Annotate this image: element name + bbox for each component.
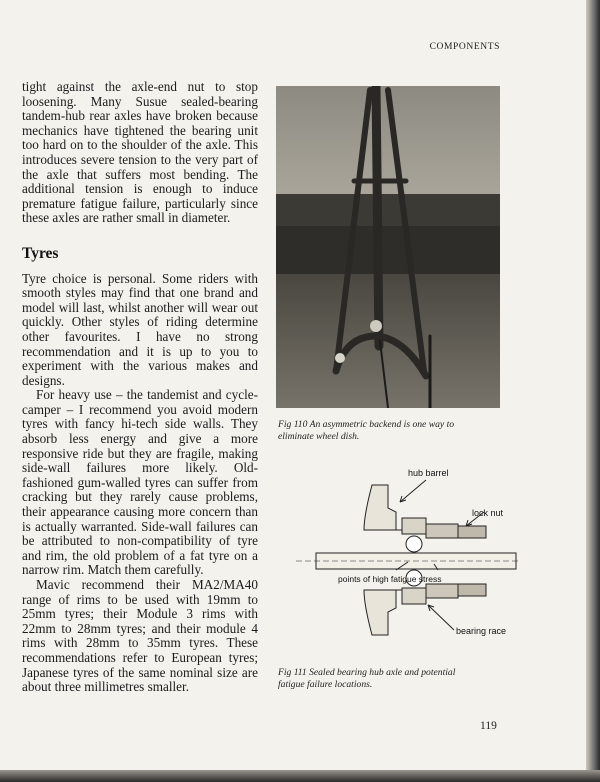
label-bearing-race: bearing race xyxy=(456,626,507,636)
page-bottom-shadow xyxy=(0,770,600,782)
paragraph-axle: tight against the axle-end nut to stop loosening. Many Susue sealed-bearing tandem-hub rear axles have broken because mechanics have tightened the bearing unit too hard on to the shoulder of the axle. This introduces severe tension to the very part of the axle that suffers most bending. The additional tension is enough to induce premature fatigue failure, particularly since these axles are rather small in diameter. xyxy=(22,79,258,226)
paragraph-tyre-choice: Tyre choice is personal. Some riders with smooth styles may find that one brand and model will last, whilst another will wear out quickly. Other styles of riding determine other favourites. I have no strong recommendation and it is up to you to experiment with the various makes and designs. xyxy=(22,270,258,388)
section-heading-tyres: Tyres xyxy=(22,244,59,262)
label-lock-nut: lock nut xyxy=(472,508,504,518)
paragraph-heavy-use: For heavy use – the tandemist and cycle-camper – I recommend you avoid modern tyres with fancy hi-tech side walls. They absorb less energy and give a more responsive ride but they are fragile, making side-wall failures more likely. Old-fashioned gum-walled tyres can suffer from cracking but they rarely cause problems, their appearance causing more concern than is actually warranted. Side-wall failures can be attributed to non-compatibility of tyre and rim, the old problem of a fat tyre on a narrow rim. Match them carefully. xyxy=(22,387,258,578)
running-head: COMPONENTS xyxy=(429,42,500,52)
fig111-caption: Fig 111 Sealed bearing hub axle and potential fatigue failure locations. xyxy=(278,667,456,690)
body-text-column xyxy=(22,80,258,695)
fig110-photo xyxy=(276,86,500,408)
fig111-diagram xyxy=(276,460,526,655)
page-edge-shadow xyxy=(586,0,600,782)
page-number: 119 xyxy=(480,720,497,732)
label-fatigue-points: points of high fatigue stress xyxy=(338,574,442,584)
fig110-caption: Fig 110 An asymmetric backend is one way to eliminate wheel dish. xyxy=(278,419,455,442)
paragraph-mavic: Mavic recommend their MA2/MA40 range of rims to be used with 19mm to 25mm tyres; their Module 3 rims with 22mm to 28mm tyres; and their module 4 rims with 28mm to 35mm tyres. These recommendations refer to European tyres; Japanese tyres of the same nominal size are about three millimetres smaller. xyxy=(22,577,258,695)
label-hub-barrel: hub barrel xyxy=(408,468,449,478)
